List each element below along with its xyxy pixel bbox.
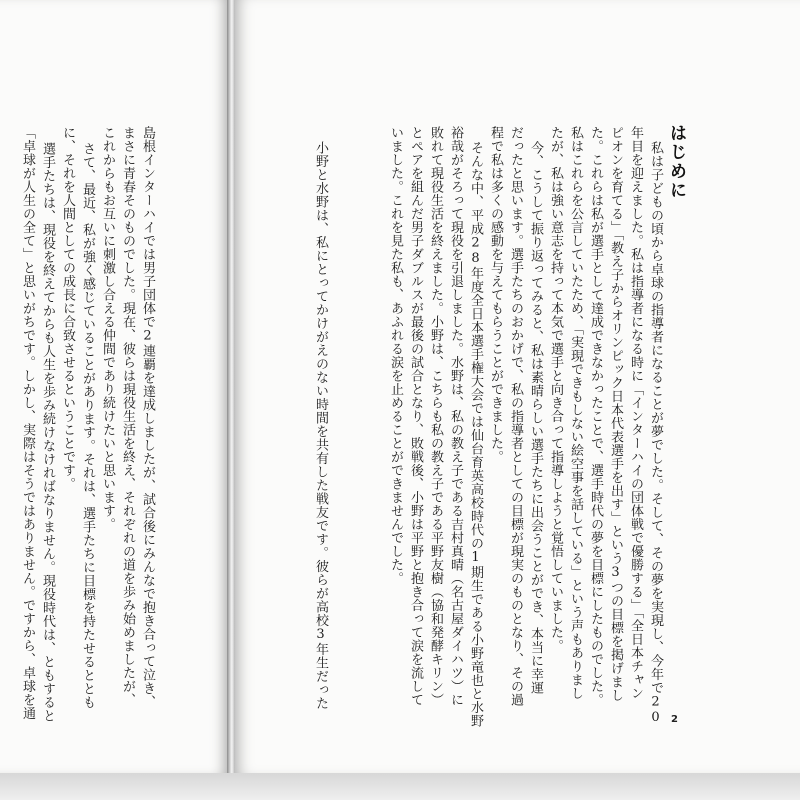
text-column: 小野と水野は、私にとってかけがえのない時間を共有した戦友です。彼らが高校3年生だった xyxy=(313,141,328,710)
text-column: だったと思います。選手たちのおかげで、私の指導者としての目標が現実のものとなり、その過 xyxy=(508,126,523,707)
page-bottom-shadow xyxy=(0,773,800,800)
text-column: 選手たちは、現役を終えてからも人生を歩み続けなければなりません。現役時代は、ともすると xyxy=(40,142,55,723)
text-column: たが、私は強い意志を持って本気で選手と向き合って指導しようと覚悟していました。 xyxy=(548,126,563,653)
left-page xyxy=(0,0,227,773)
text-column: 敗れて現役生活を終えました。小野は、こちらも私の教え子である平野友樹（協和発酵キリン） xyxy=(428,126,443,707)
text-column: これからもお互いに刺激し合える仲間であり続けたいと思います。 xyxy=(100,126,115,531)
text-column: た。これらは私が選手として達成できなかったことで、選手時代の夢を目標にしたものでした。 xyxy=(588,126,603,707)
text-column: 裕哉がそろって現役を引退しました。水野は、私の教え子である吉村真晴（名古屋ダイハツ）に xyxy=(448,126,463,707)
text-column: 私は子どもの頃から卓球の指導者になることが夢でした。そして、その夢を実現し、今年で20 xyxy=(648,141,663,726)
book-gutter xyxy=(227,0,235,773)
text-column: とペアを組んだ男子ダブルスが最後の試合となり、敗戦後、小野は平野と抱き合って涙を流して xyxy=(408,126,423,707)
text-column: 今、こうして振り返ってみると、私は素晴らしい選手たちに出会うことができ、本当に幸運 xyxy=(528,141,543,695)
text-column: 年目を迎えました。私は指導者になる時に「インターハイの団体戦で優勝する」「全日本チャン xyxy=(628,126,643,700)
text-column: 「卓球が人生の全て」と思いがちです。しかし、実際はそうではありません。ですから、卓球を通 xyxy=(20,126,35,720)
text-column: まさに青春そのものでした。現在、彼らは現役生活を終え、それぞれの道を歩み始めましたが、 xyxy=(120,126,135,707)
text-column: そんな中、平成28年度全日本選手権大会では仙台育英高校時代の1期生である小野竜也と水野 xyxy=(468,141,483,728)
chapter-heading: はじめに xyxy=(666,124,686,200)
text-column: さて、最近、私が強く感じていることがあります。それは、選手たちに目標を持たせるととも xyxy=(80,142,95,709)
text-column: に、それを人間としての成長に合致させるということです。 xyxy=(60,126,75,491)
right-page xyxy=(235,0,800,773)
text-column: 程で私は多くの感動を与えてもらうことができました。 xyxy=(488,126,503,464)
text-column: 私はこれらを公言していたため、「実現できもしない絵空事を話している」という声もありまし xyxy=(568,126,583,700)
text-column: 島根インターハイでは男子団体で2連覇を達成しましたが、試合後にみんなで抱き合って泣き、 xyxy=(140,126,155,709)
page-number: 2 xyxy=(671,714,678,725)
text-column: ピオンを育てる」「教え子からオリンピック日本代表選手を出す」という3つの目標を掲げまし xyxy=(608,126,623,702)
text-column: いました。これを見た私も、あふれる涙を止めることができませんでした。 xyxy=(388,126,403,585)
